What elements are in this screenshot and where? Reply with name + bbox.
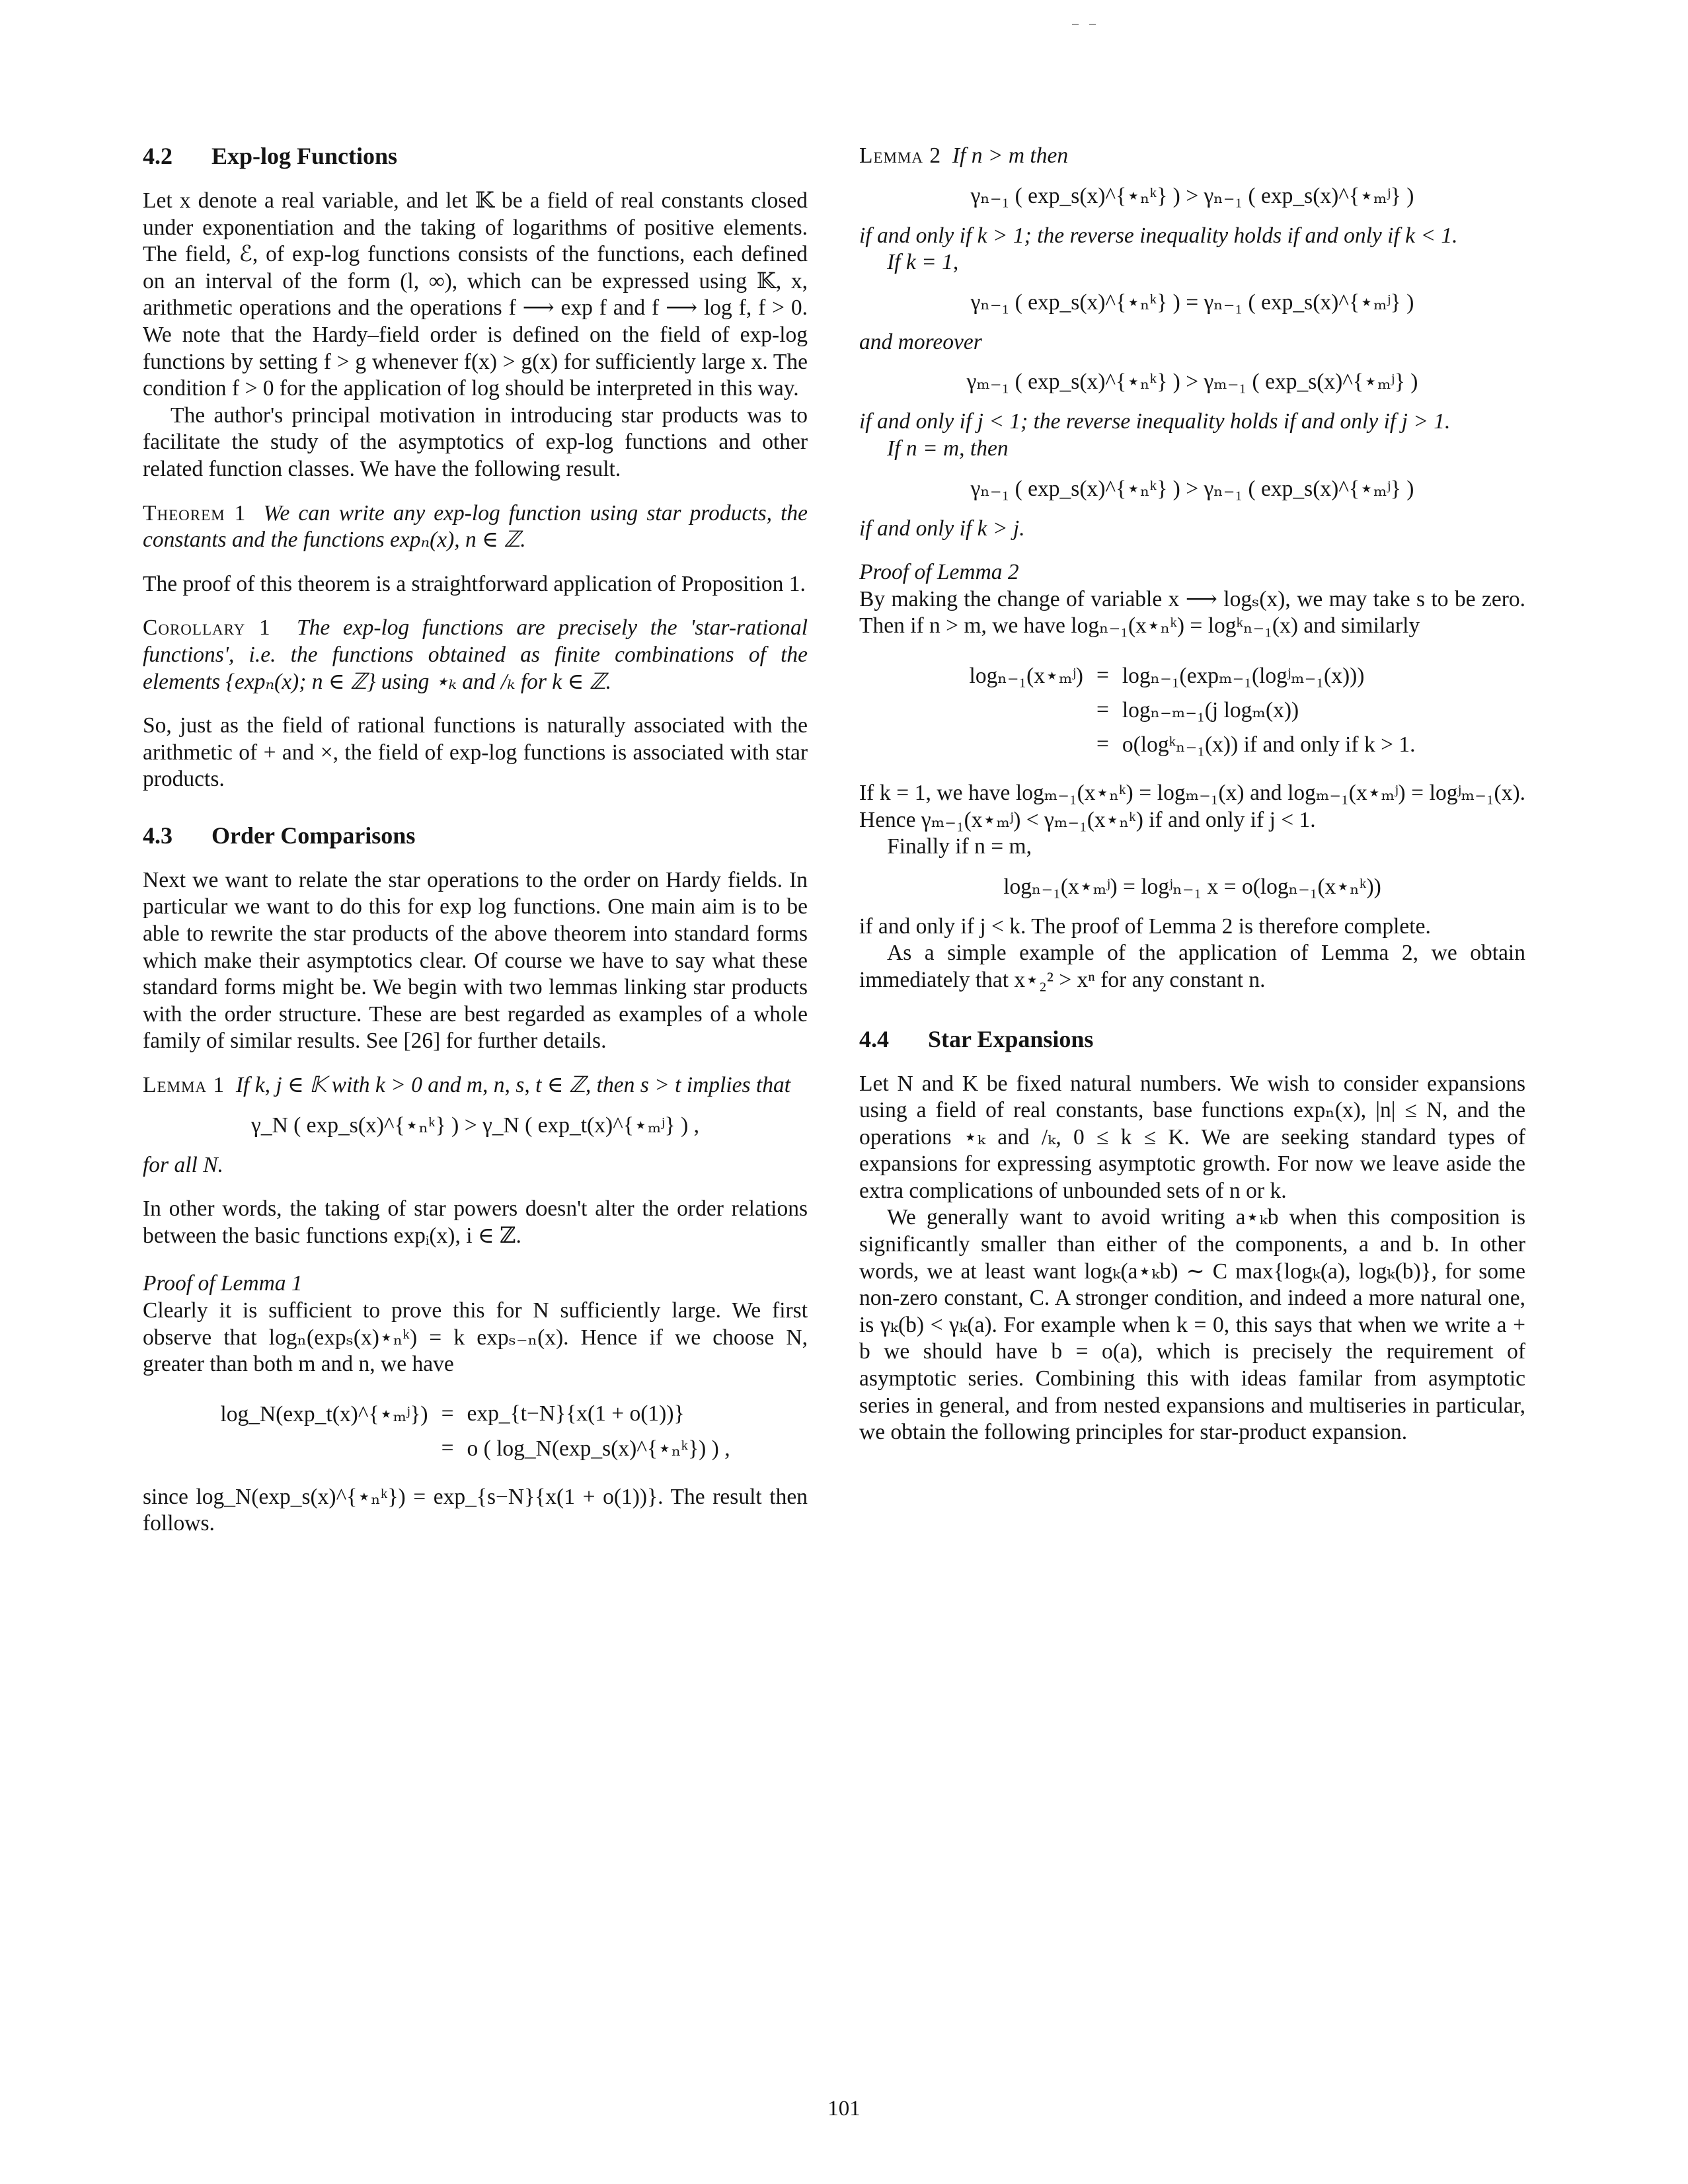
equation-lhs: logₙ₋₁(x⋆ₘʲ)	[969, 663, 1083, 688]
equals-sign: =	[1096, 662, 1109, 687]
paragraph: Finally if n = m,	[887, 834, 1032, 859]
corollary-label: Corollary 1	[143, 615, 271, 641]
equation-rhs: o(logᵏₙ₋₁(x)) if and only if k > 1.	[1122, 732, 1416, 757]
equation-rhs: logₙ₋₁(expₘ₋₁(logʲₘ₋₁(x)))	[1122, 663, 1365, 688]
section-heading: 4.3 Order Comparisons	[143, 822, 416, 849]
corollary-text: The exp-log functions are precisely the 'star-rational functions', i.e. the functions obtained as finite combinations of the elements {expₙ(x); n ∈ ℤ} using ⋆ₖ and /ₖ for k ∈ ℤ.	[143, 615, 808, 694]
lemma-text: if and only if k > j.	[859, 516, 1025, 541]
display-equation: γ_N ( exp_s(x)^{⋆ₙᵏ} ) > γ_N ( exp_t(x)^{⋆ₘʲ} ) ,	[251, 1112, 699, 1138]
equals-sign: =	[1096, 697, 1109, 722]
display-equation: γₙ₋₁ ( exp_s(x)^{⋆ₙᵏ} ) > γₙ₋₁ ( exp_s(x)^{⋆ₘʲ} )	[970, 183, 1414, 208]
lemma-text: If k = 1,	[887, 250, 959, 275]
lemma-text: if and only if k > 1; the reverse inequality holds if and only if k < 1.	[859, 223, 1458, 248]
display-equation: γₘ₋₁ ( exp_s(x)^{⋆ₙᵏ} ) > γₘ₋₁ ( exp_s(x)^{⋆ₘʲ} )	[966, 370, 1418, 395]
paragraph: since log_N(exp_s(x)^{⋆ₙᵏ}) = exp_{s−N}{x(1 + o(1))}. The result then follows.	[143, 1484, 808, 1536]
equals-sign: =	[1096, 731, 1109, 756]
scan-mark	[1089, 24, 1096, 25]
lemma-text: and moreover	[859, 329, 982, 354]
section-heading: 4.2 Exp-log Functions	[143, 143, 398, 169]
display-equation: logₙ₋₁(x⋆ₘʲ) = logʲₙ₋₁ x = o(logₙ₋₁(x⋆ₙᵏ))	[1003, 874, 1381, 899]
paragraph: We generally want to avoid writing a⋆ₖb when this composition is significantly smaller than either of the components, a and b. In other words, we at least want logₖ(a⋆ₖb) ∼ C max{logₖ(a), logₖ(b)}, for some non-zero constant, C. A stronger condition, and indeed a more natural one, is γₖ(b) < γₖ(a). For example when k = 0, this says that when we write a + b we should have b = o(a), which is precisely the requirement of asymptotic series. Combining this with ideas familar from asymptotic series in general, and from nested expansions and multiseries in particular, we obtain the following principles for star-product expansion.	[859, 1205, 1525, 1445]
section-heading: 4.4 Star Expansions	[859, 1025, 1094, 1052]
lemma-text: if and only if j < 1; the reverse inequality holds if and only if j > 1.	[859, 409, 1451, 434]
paragraph: Let N and K be fixed natural numbers. We wish to consider expansions using a field of real constants, base functions expₙ(x), |n| ≤ N, and the operations ⋆ₖ and /ₖ, 0 ≤ k ≤ K. We are seeking standard types of expansions for expressing asymptotic growth. For now we leave aside the extra complications of unbounded sets of n or k.	[859, 1071, 1525, 1203]
scan-mark	[1072, 24, 1079, 25]
theorem-text: We can write any exp-log function using star products, the constants and the functions expₙ(x), n ∈ ℤ.	[143, 500, 808, 553]
equation-array	[963, 658, 1422, 761]
theorem	[143, 500, 808, 554]
proof-heading: Proof of Lemma 2	[859, 560, 1019, 585]
theorem-label: Theorem 1	[143, 500, 247, 526]
paragraph: if and only if j < k. The proof of Lemma 2 is therefore complete.	[859, 914, 1431, 939]
paragraph: So, just as the field of rational functions is naturally associated with the arithmetic of + and ×, the field of exp-log functions is associated with star products.	[143, 713, 808, 792]
lemma	[143, 1072, 808, 1099]
equation-rhs: o ( log_N(exp_s(x)^{⋆ₙᵏ}) ) ,	[467, 1436, 730, 1461]
paragraph: In other words, the taking of star powers doesn't alter the order relations between the basic functions expᵢ(x), i ∈ ℤ.	[143, 1196, 808, 1248]
equation-rhs: exp_{t−N}{x(1 + o(1))}	[467, 1401, 685, 1426]
paragraph: As a simple example of the application of Lemma 2, we obtain immediately that x⋆₂² > xⁿ for any constant n.	[859, 941, 1525, 992]
paragraph: Clearly it is sufficient to prove this for N sufficiently large. We first observe that logₙ(expₛ(x)⋆ₙᵏ) = k expₛ₋ₙ(x). Hence if we choose N, greater than both m and n, we have	[143, 1298, 808, 1377]
paragraph: If k = 1, we have logₘ₋₁(x⋆ₙᵏ) = logₘ₋₁(x) and logₘ₋₁(x⋆ₘʲ) = logʲₘ₋₁(x). Hence γₘ₋₁(x⋆ₘʲ) < γₘ₋₁(x⋆ₙᵏ) if and only if j < 1.	[859, 780, 1525, 832]
lemma-tail: for all N.	[143, 1152, 223, 1177]
right-column	[859, 143, 1525, 1446]
paragraph: Next we want to relate the star operations to the order on Hardy fields. In particular we want to do this for exp log functions. One main aim is to be able to rewrite the star products of the above theorem into standard forms which make their asymptotics clear. Of course we have to say what these standard forms might be. We begin with two lemmas linking star products with the order structure. These are best regarded as examples of a whole family of similar results. See [26] for further details.	[143, 867, 808, 1054]
lemma-text: If n = m, then	[887, 436, 1009, 461]
equation-rhs: logₙ₋ₘ₋₁(j logₘ(x))	[1122, 697, 1299, 722]
lemma-label: Lemma 1	[143, 1073, 225, 1098]
paragraph: The proof of this theorem is a straightforward application of Proposition 1.	[143, 571, 806, 596]
equation-array	[213, 1397, 736, 1465]
page-number: 101	[827, 2097, 861, 2121]
paragraph: By making the change of variable x ⟶ logₛ(x), we may take s to be zero. Then if n > m, we have logₙ₋₁(x⋆ₙᵏ) = logᵏₙ₋₁(x) and similarly	[859, 586, 1525, 639]
lemma	[859, 143, 1525, 170]
left-column	[143, 143, 808, 1538]
lemma-text: If n > m then	[952, 143, 1069, 168]
paragraph: The author's principal motivation in introducing star products was to facilitate the study of the asymptotics of exp-log functions and other related function classes. We have the following result.	[143, 403, 808, 481]
paragraph: Let x denote a real variable, and let 𝕂 be a field of real constants closed under exponentiation and the taking of logarithms of positive elements. The field, ℰ, of exp-log functions consists of the functions, each defined on an interval of the form (l, ∞), which can be expressed using 𝕂, x, arithmetic operations and the operations f ⟶ exp f and f ⟶ log f, f > 0. We note that the Hardy–field order is defined on the field of exp-log functions by setting f > g whenever f(x) > g(x) for sufficiently large x. The condition f > 0 for the application of log should be interpreted in this way.	[143, 188, 808, 401]
display-equation: γₙ₋₁ ( exp_s(x)^{⋆ₙᵏ} ) > γₙ₋₁ ( exp_s(x)^{⋆ₘʲ} )	[970, 476, 1414, 501]
equals-sign: =	[441, 1401, 454, 1426]
proof-heading: Proof of Lemma 1	[143, 1271, 303, 1296]
equals-sign: =	[441, 1435, 454, 1460]
display-equation: γₙ₋₁ ( exp_s(x)^{⋆ₙᵏ} ) = γₙ₋₁ ( exp_s(x)^{⋆ₘʲ} )	[970, 290, 1414, 315]
equation-lhs: log_N(exp_t(x)^{⋆ₘʲ})	[220, 1401, 428, 1426]
lemma-label: Lemma 2	[859, 143, 942, 168]
lemma-text: If k, j ∈ 𝕂 with k > 0 and m, n, s, t ∈ ℤ, then s > t implies that	[235, 1073, 791, 1098]
corollary	[143, 615, 808, 695]
